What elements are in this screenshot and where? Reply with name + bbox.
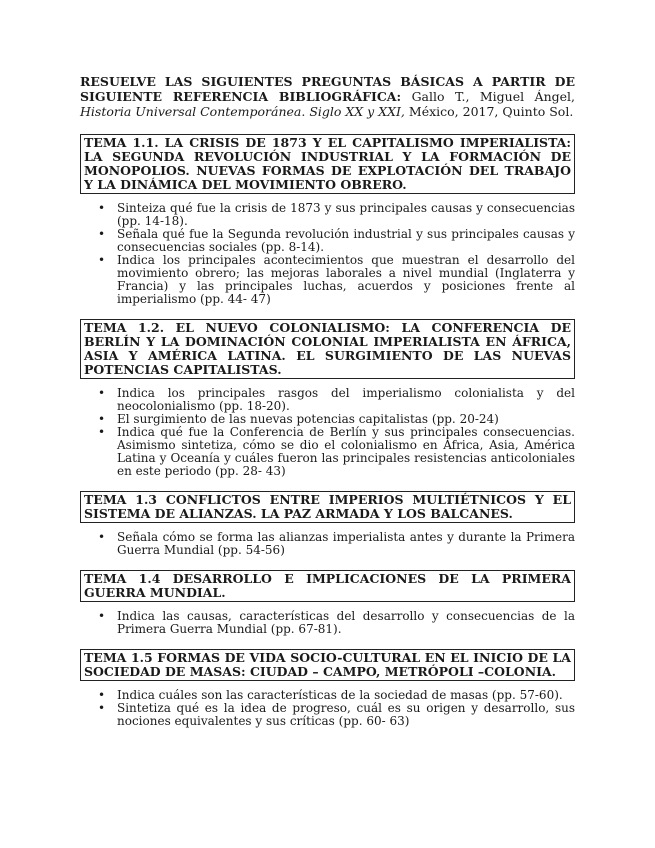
question-item [98, 530, 575, 557]
section-question-list [80, 610, 575, 636]
question-text: Señala cómo se forma las alianzas imperialista antes y durante la Primera Guerra Mundial (pp. 54-56) [117, 530, 575, 557]
bullet-icon: • [98, 701, 106, 715]
question-text: Sinteiza qué fue la crisis de 1873 y sus principales causas y consecuencias (pp. 14-18). [117, 201, 575, 228]
intro-author: Gallo T., Miguel Ángel, [401, 89, 575, 104]
section-heading: TEMA 1.5 FORMAS DE VIDA SOCIO-CULTURAL EN EL INICIO DE LA SOCIEDAD DE MASAS: CIUDAD – CAMPO, METRÓPOLI –COLONIA. [80, 649, 575, 681]
question-item [98, 227, 575, 254]
question-item [98, 701, 575, 728]
bullet-icon: • [98, 201, 106, 215]
bullet-icon: • [98, 609, 106, 623]
question-item [98, 609, 575, 636]
section-question-list [80, 689, 575, 728]
question-text: Señala qué fue la Segunda revolución industrial y sus principales causas y consecuencias sociales (pp. 8-14). [117, 227, 575, 254]
question-text: Indica los principales acontecimientos que muestran el desarrollo del movimiento obrero; las mejoras laborales a nivel mundial (Inglaterra y Francia) y las principales luchas, acuerdos y posiciones frente al imperialismo (pp. 44- 47) [117, 253, 575, 306]
question-text: Sintetiza qué es la idea de progreso, cuál es su origen y desarrollo, sus nociones equivalentes y sus críticas (pp. 60- 63) [117, 701, 575, 728]
question-text: Indica los principales rasgos del imperialismo colonialista y del neocolonialismo (pp. 18-20). [117, 386, 575, 413]
bullet-icon: • [98, 412, 106, 426]
document-page [80, 74, 575, 741]
bullet-icon: • [98, 425, 106, 439]
intro-publisher: México, 2017, Quinto Sol. [404, 104, 574, 119]
section-heading: TEMA 1.2. EL NUEVO COLONIALISMO: LA CONFERENCIA DE BERLÍN Y LA DOMINACIÓN COLONIAL IMPERIALISTA EN ÁFRICA, ASIA Y AMÉRICA LATINA. EL SURGIMIENTO DE LAS NUEVAS POTENCIAS CAPITALISTAS. [80, 319, 575, 379]
question-item [98, 201, 575, 228]
section-question-list [80, 202, 575, 306]
sections-container [80, 134, 575, 728]
question-text: Indica cuáles son las características de la sociedad de masas (pp. 57-60). [117, 688, 563, 702]
question-text: Indica las causas, características del desarrollo y consecuencias de la Primera Guerra Mundial (pp. 67-81). [117, 609, 575, 636]
section-heading: TEMA 1.4 DESARROLLO E IMPLICACIONES DE LA PRIMERA GUERRA MUNDIAL. [80, 570, 575, 602]
question-item [98, 386, 575, 413]
question-item [98, 425, 575, 478]
intro-paragraph [80, 74, 575, 119]
question-text: Indica qué fue la Conferencia de Berlín y sus principales consecuencias. Asimismo sintetiza, cómo se dio el colonialismo en África, Asia, América Latina y Oceanía y cuáles fueron las principales resistencias anticoloniales en este periodo (pp. 28- 43) [117, 425, 575, 478]
bullet-icon: • [98, 227, 106, 241]
bullet-icon: • [98, 386, 106, 400]
section-question-list [80, 387, 575, 478]
question-item [98, 253, 575, 306]
bullet-icon: • [98, 253, 106, 267]
intro-book-title: Historia Universal Contemporánea. Siglo XX y XXI, [80, 104, 405, 119]
section-heading: TEMA 1.1. LA CRISIS DE 1873 Y EL CAPITALISMO IMPERIALISTA: LA SEGUNDA REVOLUCIÓN INDUSTRIAL Y LA FORMACIÓN DE MONOPOLIOS. NUEVAS FORMAS DE EXPLOTACIÓN DEL TRABAJO Y LA DINÁMICA DEL MOVIMIENTO OBRERO. [80, 134, 575, 194]
question-text: El surgimiento de las nuevas potencias capitalistas (pp. 20-24) [117, 412, 499, 426]
bullet-icon: • [98, 688, 106, 702]
section-heading: TEMA 1.3 CONFLICTOS ENTRE IMPERIOS MULTIÉTNICOS Y EL SISTEMA DE ALIANZAS. LA PAZ ARMADA Y LOS BALCANES. [80, 491, 575, 523]
section-question-list [80, 531, 575, 557]
bullet-icon: • [98, 530, 106, 544]
intro-instruction: RESUELVE LAS SIGUIENTES PREGUNTAS BÁSICAS A PARTIR DE SIGUIENTE REFERENCIA BIBLIOGRÁFICA: [80, 74, 575, 104]
